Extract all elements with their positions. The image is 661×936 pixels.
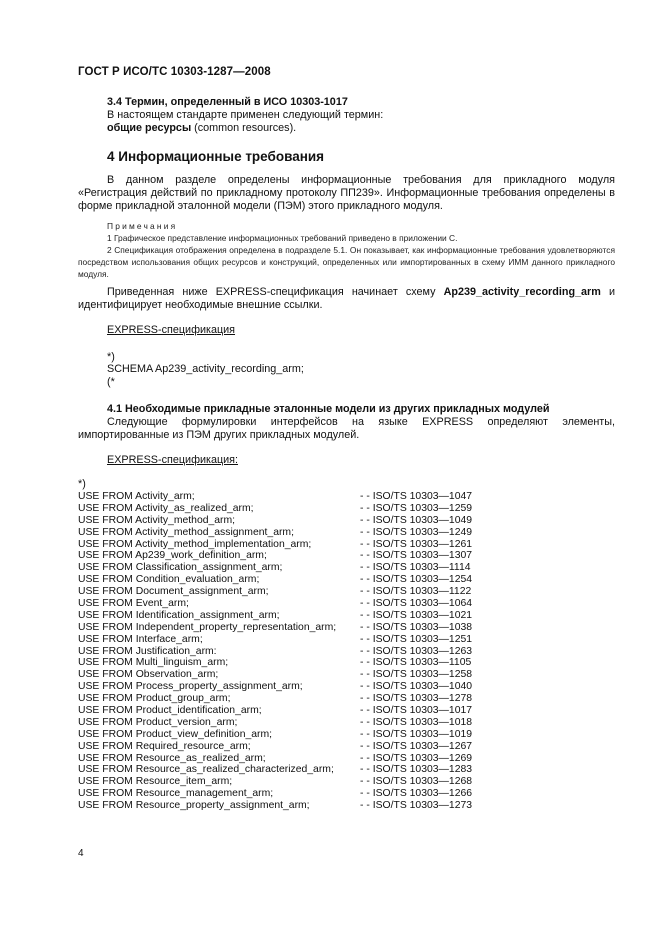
use-from-statement: USE FROM Product_view_definition_arm; xyxy=(78,728,273,740)
use-from-statement: USE FROM Observation_arm; xyxy=(78,669,219,681)
use-from-reference: - - ISO/TS 10303—1040 xyxy=(360,681,473,693)
section-4-paragraph: В данном разделе определены информационные требования для прикладного модуля «Регистрация действий по прикладному протоколу ПП239». Информационные требования определены в форме прикладной эталонной модели (ПЭМ) этого прикладного модуля. xyxy=(78,174,615,212)
use-from-list xyxy=(78,491,498,812)
use-from-reference: - - ISO/TS 10303—1019 xyxy=(360,728,473,740)
express-spec-label-1: EXPRESS-спецификация xyxy=(107,324,236,336)
express-intro-end: и идентифицирует необходимые внешние ссылки. xyxy=(78,286,616,311)
note-2: 2 Спецификация отображения определена в подразделе 5.1. Он показывает, как информационные требования удовлетворяются посредством использования общих ресурсов и конструкций, определенных или импортированных в схему ИММ данного прикладного модуля. xyxy=(78,245,615,279)
use-from-statement: USE FROM Activity_method_assignment_arm; xyxy=(78,526,294,538)
use-from-reference: - - ISO/TS 10303—1251 xyxy=(360,633,473,645)
express-spec-label-2: EXPRESS-спецификация: xyxy=(107,454,239,466)
use-from-row xyxy=(78,550,498,562)
use-from-reference: - - ISO/TS 10303—1269 xyxy=(360,752,473,764)
use-from-reference: - - ISO/TS 10303—1021 xyxy=(360,609,473,621)
use-from-reference: - - ISO/TS 10303—1114 xyxy=(360,562,471,574)
use-from-row xyxy=(78,657,498,669)
section-4-title: 4 Информационные требования xyxy=(107,149,325,164)
section-3-4-title: 3.4 Термин, определенный в ИСО 10303-1017 xyxy=(107,96,348,108)
section-4-1-title: 4.1 Необходимые прикладные эталонные модели из других прикладных модулей xyxy=(107,403,550,415)
use-from-row xyxy=(78,503,498,515)
use-from-statement: USE FROM Resource_as_realized_arm; xyxy=(78,752,266,764)
use-from-statement: USE FROM Resource_item_arm; xyxy=(78,776,233,788)
use-from-row xyxy=(78,705,498,717)
use-from-reference: - - ISO/TS 10303—1273 xyxy=(360,800,473,812)
use-from-row xyxy=(78,693,498,705)
use-from-statement: USE FROM Product_version_arm; xyxy=(78,716,238,728)
use-from-row xyxy=(78,515,498,527)
use-from-row xyxy=(78,610,498,622)
use-from-row xyxy=(78,527,498,539)
use-from-statement: USE FROM Process_property_assignment_arm; xyxy=(78,681,303,693)
section-4-1-paragraph: Следующие формулировки интерфейсов на языке EXPRESS определяют элементы, импортированные из ПЭМ других прикладных модулей. xyxy=(78,416,615,441)
section-3-4-text: В настоящем стандарте применен следующий термин: xyxy=(107,109,384,121)
use-from-statement: USE FROM Product_group_arm; xyxy=(78,693,231,705)
use-from-row xyxy=(78,776,498,788)
use-from-row xyxy=(78,729,498,741)
note-1: 1 Графическое представление информационных требований приведено в приложении С. xyxy=(107,233,458,243)
use-from-statement: USE FROM Multi_linguism_arm; xyxy=(78,657,229,669)
use-from-reference: - - ISO/TS 10303—1047 xyxy=(360,491,473,502)
document-header: ГОСТ Р ИСО/ТС 10303-1287—2008 xyxy=(78,66,271,78)
use-from-row xyxy=(78,539,498,551)
use-from-reference: - - ISO/TS 10303—1266 xyxy=(360,788,473,800)
term-ru: общие ресурсы xyxy=(107,122,192,134)
use-from-statement: USE FROM Activity_as_realized_arm; xyxy=(78,502,254,514)
use-from-row xyxy=(78,800,498,812)
use-from-row xyxy=(78,741,498,753)
use-from-row xyxy=(78,646,498,658)
code-schema-line: SCHEMA Ap239_activity_recording_arm; xyxy=(107,363,304,375)
use-from-row xyxy=(78,764,498,776)
use-from-reference: - - ISO/TS 10303—1018 xyxy=(360,716,473,728)
use-from-reference: - - ISO/TS 10303—1258 xyxy=(360,669,473,681)
use-from-row xyxy=(78,634,498,646)
use-from-statement: USE FROM Ap239_work_definition_arm; xyxy=(78,550,267,562)
use-from-reference: - - ISO/TS 10303—1049 xyxy=(360,514,473,526)
use-from-reference: - - ISO/TS 10303—1267 xyxy=(360,740,473,752)
use-from-reference: - - ISO/TS 10303—1254 xyxy=(360,574,473,586)
express-intro-paragraph xyxy=(78,286,615,312)
use-from-statement: USE FROM Classification_assignment_arm; xyxy=(78,562,283,574)
term-en: (common resources). xyxy=(191,122,297,134)
use-from-row xyxy=(78,753,498,765)
use-from-reference: - - ISO/TS 10303—1017 xyxy=(360,705,473,717)
use-from-statement: USE FROM Resource_management_arm; xyxy=(78,788,274,800)
use-from-statement: USE FROM Identification_assignment_arm; xyxy=(78,609,280,621)
use-from-reference: - - ISO/TS 10303—1105 xyxy=(360,657,472,669)
code-close-comment-2: *) xyxy=(78,478,86,490)
express-intro-start: Приведенная ниже EXPRESS-спецификация начинает схему xyxy=(107,286,444,298)
use-from-statement: USE FROM Activity_method_arm; xyxy=(78,514,236,526)
use-from-statement: USE FROM Activity_method_implementation_arm; xyxy=(78,538,312,550)
notes-title: Примечания xyxy=(107,221,178,231)
use-from-reference: - - ISO/TS 10303—1283 xyxy=(360,764,473,776)
term-line xyxy=(107,122,296,135)
use-from-reference: - - ISO/TS 10303—1249 xyxy=(360,526,473,538)
use-from-row xyxy=(78,574,498,586)
use-from-statement: USE FROM Condition_evaluation_arm; xyxy=(78,574,260,586)
use-from-reference: - - ISO/TS 10303—1259 xyxy=(360,502,473,514)
use-from-statement: USE FROM Activity_arm; xyxy=(78,491,195,502)
code-close-comment: *) xyxy=(107,351,115,363)
use-from-statement: USE FROM Justification_arm: xyxy=(78,645,217,657)
use-from-statement: USE FROM Resource_property_assignment_arm; xyxy=(78,800,310,812)
use-from-row xyxy=(78,717,498,729)
use-from-reference: - - ISO/TS 10303—1263 xyxy=(360,645,473,657)
use-from-statement: USE FROM Independent_property_representation_arm; xyxy=(78,621,337,633)
use-from-reference: - - ISO/TS 10303—1268 xyxy=(360,776,473,788)
use-from-row xyxy=(78,622,498,634)
use-from-reference: - - ISO/TS 10303—1064 xyxy=(360,598,473,610)
use-from-reference: - - ISO/TS 10303—1307 xyxy=(360,550,473,562)
code-open-comment: (* xyxy=(107,376,115,388)
use-from-reference: - - ISO/TS 10303—1261 xyxy=(360,538,473,550)
use-from-statement: USE FROM Product_identification_arm; xyxy=(78,705,262,717)
use-from-row xyxy=(78,788,498,800)
use-from-reference: - - ISO/TS 10303—1122 xyxy=(360,586,472,598)
use-from-statement: USE FROM Event_arm; xyxy=(78,598,189,610)
use-from-row xyxy=(78,598,498,610)
use-from-row xyxy=(78,562,498,574)
use-from-row xyxy=(78,491,498,503)
use-from-statement: USE FROM Document_assignment_arm; xyxy=(78,586,269,598)
use-from-statement: USE FROM Interface_arm; xyxy=(78,633,203,645)
use-from-row xyxy=(78,681,498,693)
use-from-statement: USE FROM Resource_as_realized_characterized_arm; xyxy=(78,764,334,776)
use-from-row xyxy=(78,586,498,598)
use-from-reference: - - ISO/TS 10303—1038 xyxy=(360,621,473,633)
schema-name: Ap239_activity_recording_arm xyxy=(443,286,601,298)
page-number: 4 xyxy=(78,848,84,859)
use-from-row xyxy=(78,669,498,681)
use-from-reference: - - ISO/TS 10303—1278 xyxy=(360,693,473,705)
use-from-statement: USE FROM Required_resource_arm; xyxy=(78,740,251,752)
